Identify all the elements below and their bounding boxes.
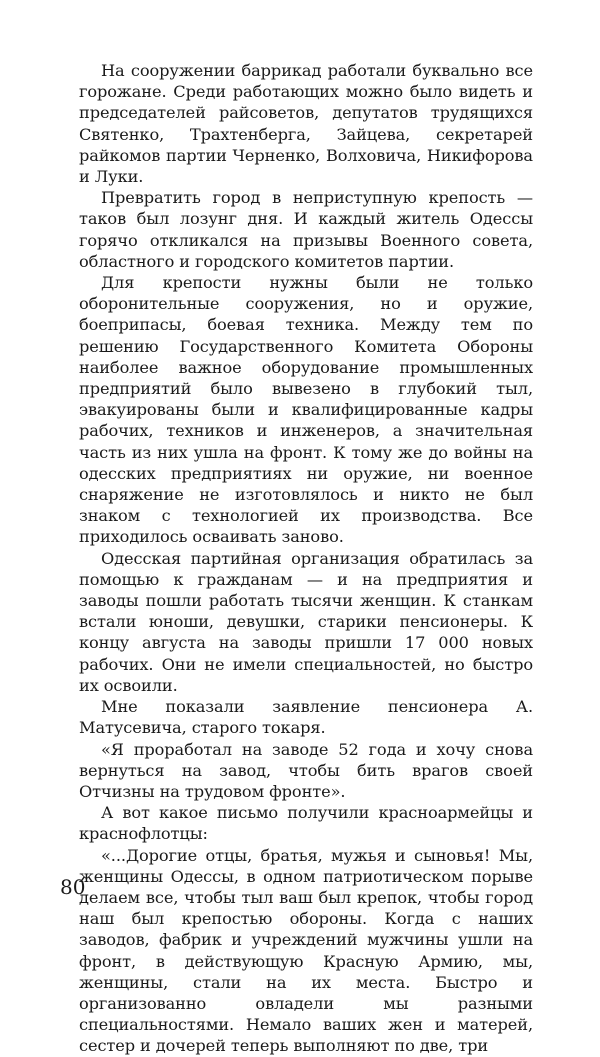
quote-women-letter: «...Дорогие отцы, братья, мужья и сыновья! Мы, женщины Одессы, в одном патриотическом порыве делаем все, чтобы тыл ваш был крепок, чтобы город наш был крепостью обороны. Когда с наших заводов, фабрик и учреждений мужчины ушли на фронт, в действующую Красную Армию, мы, женщины, стали на их места. Быстро и организованно овладели мы разными специальностями. Немало ваших жен и матерей, сестер и дочерей теперь выполняют по две, три (79, 845, 533, 1056)
paragraph-women-workers: Одесская партийная организация обратилась за помощью к гражданам — и на предприятия и заводы пошли работать тысячи женщин. К станкам встали юноши, девушки, старики пенсионеры. К концу августа на заводы пришли 17 000 новых рабочих. Они не имели специальностей, но быстро их освоили. (79, 548, 533, 695)
paragraph-fortress-slogan: Превратить город в неприступную крепость — таков был лозунг дня. И каждый житель Одессы горячо откликался на призывы Военного совета, областного и городского комитетов партии. (79, 188, 533, 271)
page-body (79, 60, 533, 1057)
paragraph-weapons-needed: Для крепости нужны были не только оборонительные сооружения, но и оружие, боеприпасы, боевая техника. Между тем по решению Государственного Комитета Обороны наиболее важное оборудование промышленных предприятий было вывезено в глубокий тыл, эвакуированы были и квалифицированные кадры рабочих, техников и инженеров, а значительная часть из них ушла на фронт. К тому же до войны на одесских предприятиях ни оружие, ни военное снаряжение не изготовлялось и никто не был знаком с технологией их производства. Все приходилось осваивать заново. (79, 273, 533, 547)
quote-pensioner: «Я проработал на заводе 52 года и хочу снова вернуться на завод, чтобы бить врагов своей Отчизны на трудовом фронте». (79, 739, 533, 801)
page-number: 80 (60, 875, 86, 899)
paragraph-letter-intro: А вот какое письмо получили красноармейцы и краснофлотцы: (79, 803, 533, 844)
paragraph-barricades: На сооружении баррикад работали буквально все горожане. Среди работающих можно было видеть и председателей райсоветов, депутатов трудящихся Святенко, Трахтенберга, Зайцева, секретарей райкомов партии Черненко, Волховича, Никифорова и Луки. (79, 61, 533, 187)
paragraph-pensioner-statement: Мне показали заявление пенсионера А. Матусевича, старого токаря. (79, 697, 533, 738)
